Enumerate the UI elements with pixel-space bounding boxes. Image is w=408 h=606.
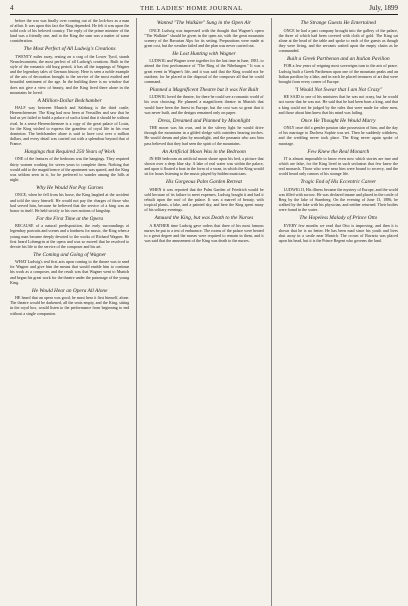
- article-heading: His Gorgeous Palm Garden Retreat: [166, 179, 242, 186]
- article: [279, 118, 398, 146]
- article-body: ONLY once did a gentler passion take possession of him, and the day of his marriage to Duchess Sophie was set. Then he suddenly withdrew, and the wedding never took place. The King never again spoke of marriage.: [278, 125, 398, 146]
- article-heading: Planned a Magnificent Theatre but it was Not Built: [149, 86, 259, 93]
- article-body: LUDWIG loved the theatre, for there he could see a romantic world of his own choosing. He planned a magnificent theatre in Munich that would have been the finest in Europe, but the cost was so great that it was never built, and the designs remained only on paper.: [144, 94, 264, 115]
- article: [279, 87, 398, 115]
- article-heading: For the First Time at the Opera: [36, 215, 104, 222]
- article-heading: The Most Perfect of All Ludwig's Creations: [23, 46, 116, 53]
- article-heading: Amused the King, but was Death to the Nurses: [154, 215, 254, 222]
- article: [279, 20, 398, 53]
- article-heading: An Artificial Moon Was in the Bedroom: [162, 148, 246, 155]
- column-middle: [136, 18, 263, 606]
- journal-title: THE LADIES' HOME JOURNAL: [140, 5, 243, 12]
- article-body: LUDWIG and Wagner were together for the last time in June, 1881, to attend the first performance of "The Ring of the Nibelungen." It was a great event in Wagner's life, and it was said that the King would not be outdone, for he placed at the disposal of the composer all that he could command.: [144, 58, 264, 84]
- article: [144, 149, 263, 177]
- article-body: IT is almost impossible to know even now which stories are true and which are false, for the King lived in such seclusion that few knew the real monarch. Those who were near him were bound to secrecy, and the world heard only rumors of his strange life.: [278, 156, 398, 177]
- article: [144, 87, 263, 115]
- article-heading: The Hopeless Malady of Prince Otto: [299, 215, 378, 222]
- article-body: THE moon was his own, and in the silvery light he would drive through the mountains in a gilded sledge with outriders bearing torches. He would dream and plan by moonlight, and the peasants who saw him pass believed that they had seen the spirit of the mountains.: [144, 125, 264, 146]
- article-body: EVERY few months we read that Otto is improving, and then it is shown that he is no better. He has been mad since his youth and lives shut away in a castle near Munich. The crown of Bavaria was placed upon his head, but it is the Prince Regent who governs the land.: [278, 222, 398, 244]
- page-number: 4: [10, 4, 14, 12]
- article: [279, 179, 398, 212]
- article: [144, 215, 263, 243]
- article-body: ONCE he had a part company brought into the gallery of the palace, the three of which had been covered with cloth of gold. The King sat alone at the head of the table and spoke to each of the guests as though they were living, and the servants waited upon the empty chairs as he commanded.: [278, 27, 398, 53]
- article-body: HE SAID to one of his ministers that he was not crazy, but he would not swear that he was not. He said that he had been born a king, and that a king could not be judged by the rules that were made for other men, and those about him knew that his mind was failing.: [278, 94, 398, 115]
- article: [144, 20, 263, 48]
- article-heading: Tragic End of His Eccentric Career: [300, 179, 377, 186]
- article-heading: The Coming and Going of Wagner: [33, 251, 107, 258]
- article-body: BECAUSE of a natural predisposition, the early surroundings of legendary portraits and scenes and a fondness for music, the King when a young man became deeply devoted to the works of Richard Wagner. He first heard Lohengrin at the opera and was so moved that he resolved to devote his life to the service of the composer and his art.: [10, 223, 130, 249]
- article: [10, 149, 129, 182]
- article-heading: A Million-Dollar Bedchamber: [37, 97, 102, 104]
- article-body: IN HIS bedroom an artificial moon shone upon his bed, a picture that shown over a deep blue sky. A lake of real water was within the palace, and upon it floated a boat in the form of a swan, in which the King would sit for hours listening to the music played by hidden musicians.: [144, 156, 264, 177]
- article-body: HE heard that an opera was good, he must hear it first himself, alone. The theatre would be darkened, all the seats empty, and the King, sitting in the royal box, would listen to the performance from beginning to end without a single companion.: [10, 295, 130, 316]
- column-left: [10, 18, 129, 606]
- article-heading: He Lost Hunting with Wagner: [172, 50, 236, 57]
- article: [279, 56, 398, 84]
- article: [144, 179, 263, 212]
- article-heading: Dress, Dreamed and Planned by Moonlight: [157, 117, 251, 124]
- issue-date: July, 1899: [369, 4, 398, 12]
- article-columns: [10, 18, 398, 606]
- article-heading: Wanted "The Walküre" Sung in the Open Air: [157, 20, 251, 26]
- article-body: ONCE Ludwig was impressed with the thought that Wagner's opera "The Walküre" should be given in the open air, with the great mountain scenery of the Bavarian Alps for its setting. Preparations were made at great cost, but the weather failed and the plan was never carried out.: [144, 27, 264, 48]
- article: [279, 215, 398, 243]
- article: [144, 51, 263, 84]
- article-heading: Why He Would Not Pay Garnes: [36, 184, 104, 191]
- article-heading: "I Would Not Swear that I am Not Crazy": [294, 86, 383, 93]
- article-body: before the war was finally over coming out of the lock-box as a man of affair. It was upon this fact the King depended. He felt it was upon the solid rock of his beloved country. The reply of the prime minister of the land was a friendly one, and to the King the sum was a matter of some consideration.: [10, 18, 130, 44]
- article-body: WHEN it was reported that the Palm Garden of Friedrich would be sold because of its failure to meet expenses, Ludwig bought it and had it rebuilt upon the roof of the palace. It was a marvel of beauty, with tropical plants, a lake, and a painted sky, and here the King spent many of his solitary evenings.: [144, 186, 264, 213]
- article-body: WHAT Ludwig's real first acts upon coming to the throne was to send for Wagner and give him the means that would enable him to continue his work as a composer, and the result was that Wagner went to Munich and began his great work for the theatre under the patronage of the young King.: [10, 259, 130, 285]
- article-body: LUDWIG II, His illness became the mystery of Europe, and the world was filled with sorrow. He was declared insane and placed in the castle of Berg by the lake of Starnberg. On the evening of June 13, 1886, he walked by the lake with his physician, and neither returned. Their bodies were found in the water.: [278, 186, 398, 213]
- article-heading: Hangings that Required 250 Years of Work: [24, 148, 115, 155]
- article-heading: Built a Greek Parthenon and an Italian Pavilion: [287, 55, 390, 62]
- article: [10, 46, 129, 94]
- article-body: TWENTY miles away, resting on a crag of the Lower Tyrol, stands Neuschwanstein, the most perfect of all Ludwig's creations. Built in the style of the romantic old burg period, it has all the trappings of Wagner and the legendary tales of German history. Here is seen a noble example of the arts of decoration brought to the service of the most exalted and beautiful sentiment of the age. In the building there is no window that does not give a view of beauty, and the King lived there alone in the mountains he loved.: [10, 53, 130, 95]
- article: [279, 149, 398, 177]
- article-body: ONE of the features of the bedroom was the hangings. They required thirty women working for seven years to complete them. Nothing that would add to the magnificence of the apartment was spared, and the King was seldom seen in it, for he preferred to wander among the hills at night.: [10, 156, 130, 182]
- article-heading: He Would Hear an Opera All Alone: [31, 287, 108, 294]
- article: [10, 98, 129, 146]
- article: [10, 185, 129, 213]
- article: [10, 252, 129, 285]
- article-heading: The Strange Guests He Entertained: [300, 20, 376, 26]
- column-right: [271, 18, 398, 606]
- article-body: A RATHER time Ludwig gave orders that three of his most famous nurses be put to a test of endurance. The rooms of the palace were heated to a great degree and the nurses were required to remain in them, and it was said that the amusement of the King was death to the nurses.: [144, 222, 264, 244]
- article-heading: Once He Thought He Would Marry: [300, 117, 376, 124]
- article: [10, 216, 129, 249]
- page-header: [10, 4, 398, 15]
- article: [144, 118, 263, 146]
- article-body: FOR a few years of reigning most sovereigns turn to the arts of peace. Ludwig built a Greek Parthenon upon one of the mountain peaks and an Italian pavilion by a lake, and in each he placed treasures of art that were brought from every corner of Europe.: [278, 63, 398, 84]
- article-body: HALF way between Munich and Salzburg is the third castle, Herrenchiemsee. The King had now been at Versailles and saw that he had as yet failed to build a palace of such a kind that it should be without rival. In a sense Herrenchiemsee is a copy of the great palace of Louis, for the King wished to express the grandeur of royal life in his own dominion. The bedchamber alone is said to have cost over a million dollars, and every detail was carried out with a splendour beyond that of France.: [10, 105, 130, 146]
- article: [10, 288, 129, 316]
- article: [10, 18, 129, 43]
- article-body: ONCE, when he fell from his horse, the King laughed at the accident and told the story himself. He would not pay the charges of those who had served him, because he believed that the service of a king was an honor in itself. He held strictly to his own notions of kingship.: [10, 192, 130, 213]
- article-heading: Few Knew the Real Monarch: [307, 148, 370, 155]
